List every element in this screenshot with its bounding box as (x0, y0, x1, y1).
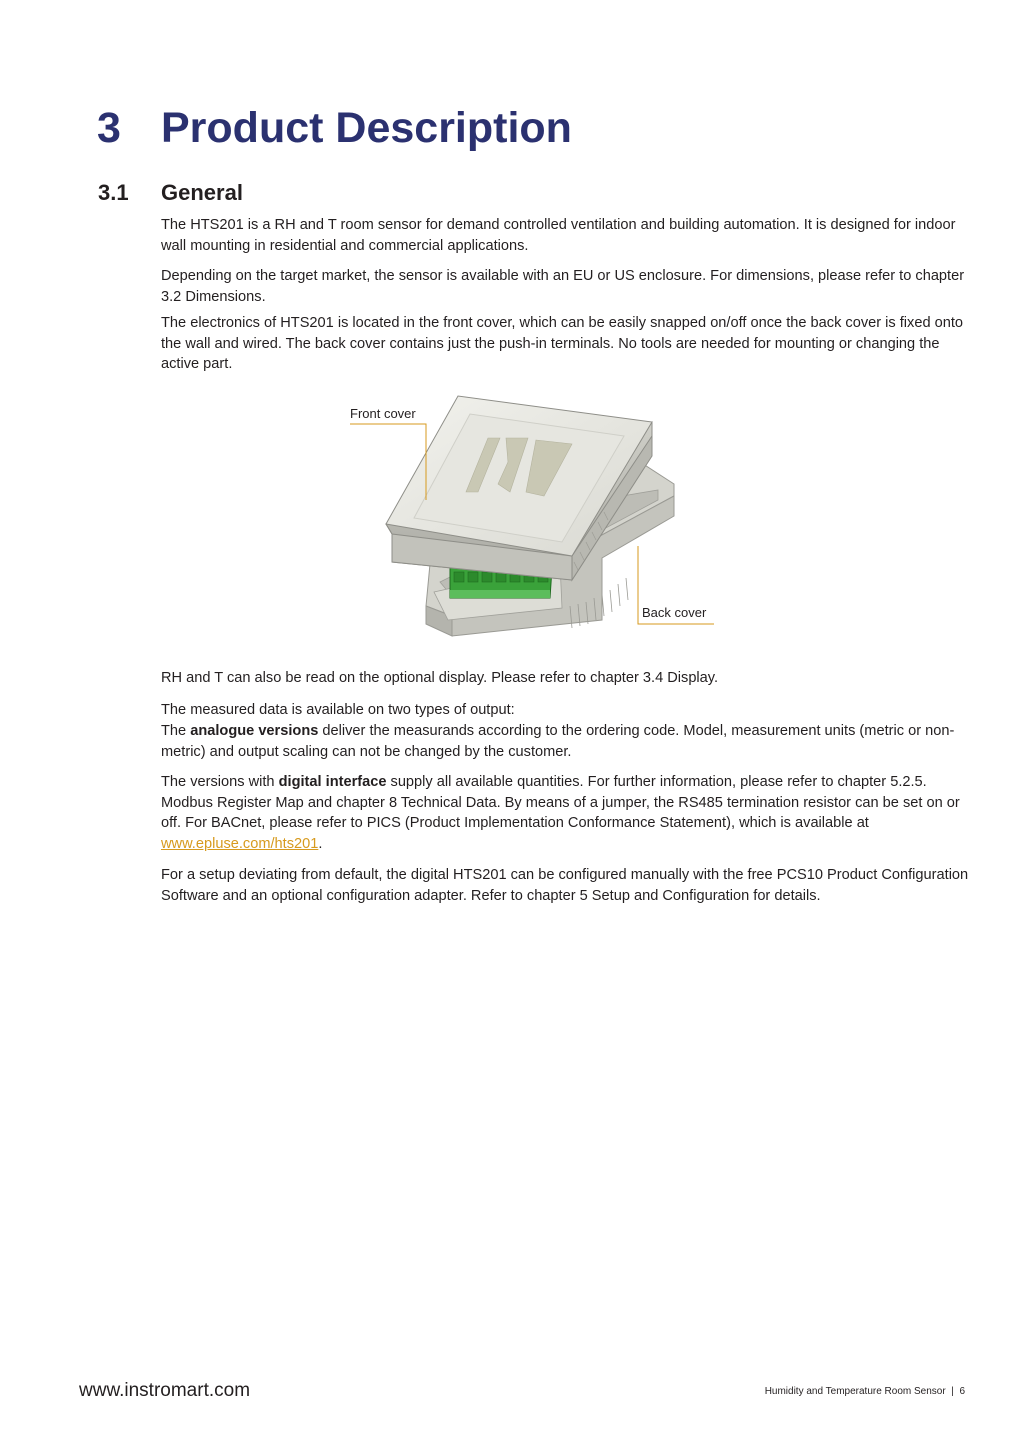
paragraph-display: RH and T can also be read on the optional display. Please refer to chapter 3.4 Display. (161, 670, 719, 686)
digital-end: . (318, 835, 323, 852)
footer-doc-info (765, 1386, 965, 1397)
section-heading (98, 178, 243, 208)
paragraph-enclosure: Depending on the target market, the sensor is available with an EU or US enclosure. For dimensions, please refer to chapter 3.2 Dimensions. (161, 268, 965, 305)
paragraph-digital (161, 772, 973, 854)
paragraph-output-types: The measured data is available on two types of output: (161, 702, 515, 718)
analogue-suffix: deliver the measurands according to the ordering code. Model, measurement units (metric or non-metric) and output scaling can not be changed by the customer. (161, 723, 955, 760)
analogue-bold: analogue versions (190, 723, 319, 739)
section-number: 3.1 (98, 180, 129, 205)
product-figure (340, 392, 730, 650)
chapter-number: 3 (97, 104, 121, 152)
paragraph-intro: The HTS201 is a RH and T room sensor for demand controlled ventilation and building automation. It is designed for indoor wall mounting in residential and commercial applications. (161, 217, 956, 254)
section-title: General (161, 180, 243, 205)
chapter-heading (97, 100, 572, 156)
footer-website: www.instromart.com (79, 1380, 251, 1401)
footer-doc-title: Humidity and Temperature Room Sensor (764, 1386, 946, 1397)
paragraph-electronics: The electronics of HTS201 is located in the front cover, which can be easily snapped on/off once the back cover is fixed onto the wall and wired. The back cover contains just the push-in terminals. No tools are needed for mounting or changing the active part. (161, 315, 964, 373)
epluse-link[interactable]: www.epluse.com/hts201 (161, 835, 319, 852)
digital-prefix: The versions with (161, 774, 279, 790)
digital-suffix: supply all available quantities. For further information, please refer to chapter 5.2.5. Modbus Register Map and chapter 8 Technical Data. By means of a jumper, the RS485 termination resistor can be set on or off. For BACnet, please refer to PICS (Product Implementation Conformance Statement), which is available at (161, 774, 960, 832)
paragraph-analogue (161, 721, 973, 762)
chapter-title: Product Description (161, 104, 572, 152)
digital-bold: digital interface (278, 774, 387, 790)
analogue-prefix: The (161, 723, 191, 739)
footer-separator: | (951, 1386, 954, 1397)
paragraph-setup: For a setup deviating from default, the digital HTS201 can be configured manually with the free PCS10 Product Configuration Software and an optional configuration adapter. Refer to chapter 5 Setup and Configuration for details. (161, 867, 969, 904)
front-cover-label: Front cover (350, 406, 416, 421)
back-cover-label: Back cover (642, 605, 707, 620)
footer-page-number: 6 (959, 1386, 965, 1397)
